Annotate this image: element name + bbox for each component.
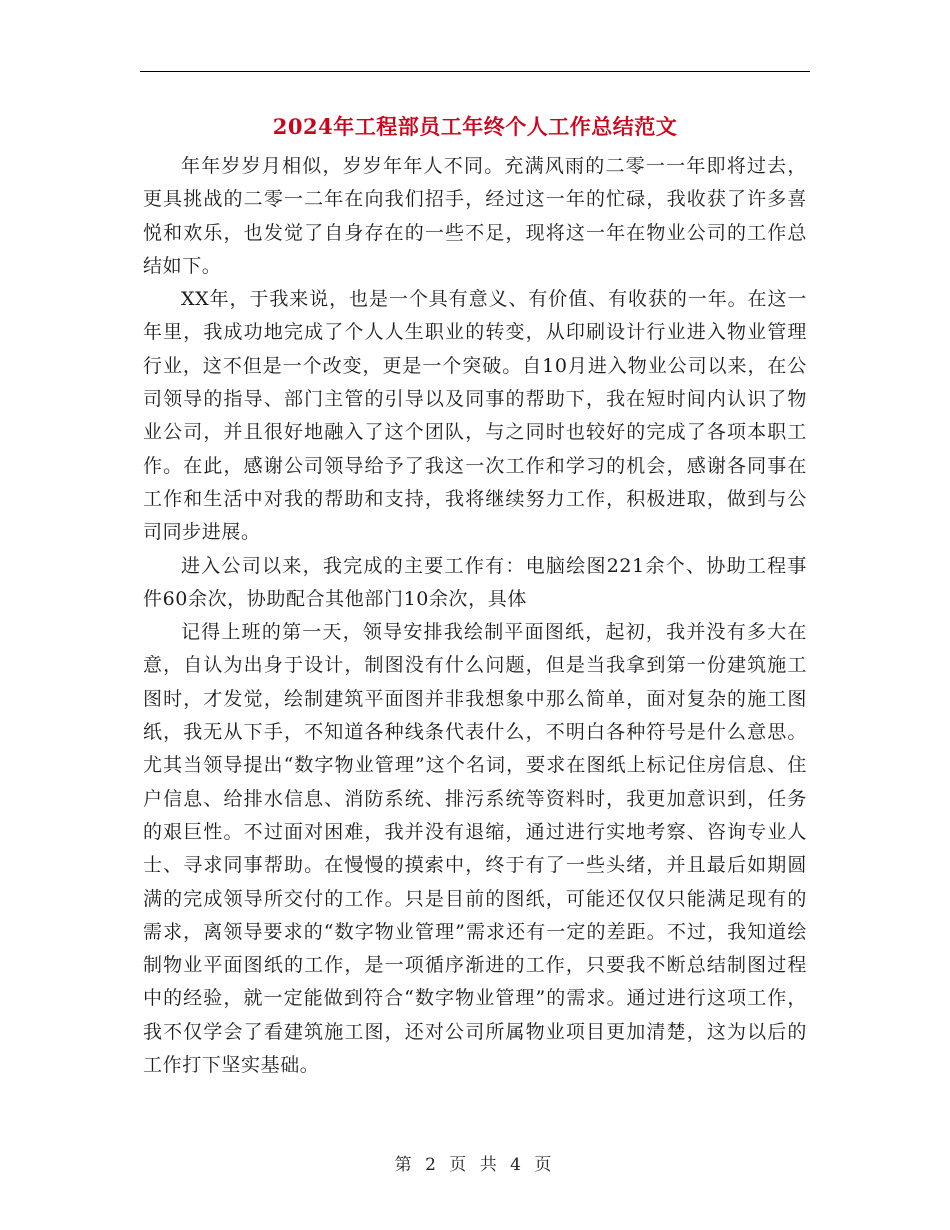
paragraph-4: 记得上班的第一天，领导安排我绘制平面图纸，起初，我并没有多大在意，自认为出身于设计，制图没有什么问题，但是当我拿到第一份建筑施工图时，才发觉，绘制建筑平面图并非我想象中那么简单，面对复杂的施工图纸，我无从下手，不知道各种线条代表什么，不明白各种符号是什么意思。尤其当领导提出“数字物业管理”这个名词，要求在图纸上标记住房信息、住户信息、给排水信息、消防系统、排污系统等资料时，我更加意识到，任务的艰巨性。不过面对困难，我并没有退缩，通过进行实地考察、咨询专业人士、寻求同事帮助。在慢慢的摸索中，终于有了一些头绪，并且最后如期圆满的完成领导所交付的工作。只是目前的图纸，可能还仅仅只能满足现有的需求，离领导要求的“数字物业管理”需求还有一定的差距。不过，我知道绘制物业平面图纸的工作，是一项循序渐进的工作，只要我不断总结制图过程中的经验，就一定能做到符合“数字物业管理”的需求。通过进行这项工作，我不仅学会了看建筑施工图，还对公司所属物业项目更加清楚，这为以后的工作打下坚实基础。 <box>143 621 807 1077</box>
paragraph-1: 年年岁岁月相似，岁岁年年人不同。充满风雨的二零一一年即将过去，更具挑战的二零一二年在向我们招手，经过这一年的忙碌，我收获了许多喜悦和欢乐，也发觉了自身存在的一些不足，现将这一年在物业公司的工作总结如下。 <box>143 155 807 277</box>
header-rule <box>140 71 810 72</box>
page-number: 第 2 页 共 4 页 <box>394 1155 556 1175</box>
paragraph-2: XX年，于我来说，也是一个具有意义、有价值、有收获的一年。在这一年里，我成功地完成了个人人生职业的转变，从印刷设计行业进入物业管理行业，这不但是一个改变，更是一个突破。自10月进入物业公司以来，在公司领导的指导、部门主管的引导以及同事的帮助下，我在短时间内认识了物业公司，并且很好地融入了这个团队，与之同时也较好的完成了各项本职工作。在此，感谢公司领导给予了我这一次工作和学习的机会，感谢各同事在工作和生活中对我的帮助和支持，我将继续努力工作，积极进取，做到与公司同步进展。 <box>143 288 807 544</box>
document-title: 2024年工程部员工年终个人工作总结范文 <box>272 114 678 139</box>
paragraph-3: 进入公司以来，我完成的主要工作有：电脑绘图221余个、协助工程事件60余次，协助配合其他部门10余次，具体 <box>143 554 807 610</box>
document-body <box>143 150 807 1082</box>
